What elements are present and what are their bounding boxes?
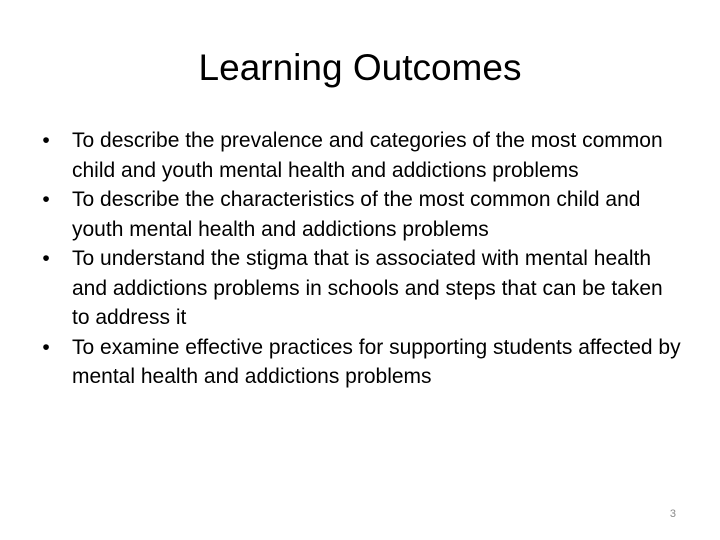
- bullet-icon: •: [42, 129, 50, 152]
- bullet-text: To describe the prevalence and categories of the most common child and youth mental health and addictions problems: [72, 129, 663, 182]
- bullet-item: [36, 126, 684, 185]
- bullet-icon: •: [42, 247, 50, 270]
- bullet-text: To describe the characteristics of the most common child and youth mental health and addictions problems: [72, 188, 641, 241]
- slide-title: Learning Outcomes: [198, 47, 522, 88]
- bullet-item: [36, 244, 684, 333]
- bullet-icon: •: [42, 335, 50, 359]
- bullet-item: [36, 333, 684, 392]
- bullet-list: [36, 126, 684, 392]
- bullet-text: To understand the stigma that is associated with mental health and addictions problems in schools and steps that can be taken to address it: [72, 247, 663, 329]
- bullet-icon: •: [42, 188, 50, 211]
- bullet-item: [36, 185, 684, 244]
- bullet-text: To examine effective practices for supporting students affected by mental health and addictions problems: [72, 335, 681, 388]
- page-number: 3: [669, 508, 676, 520]
